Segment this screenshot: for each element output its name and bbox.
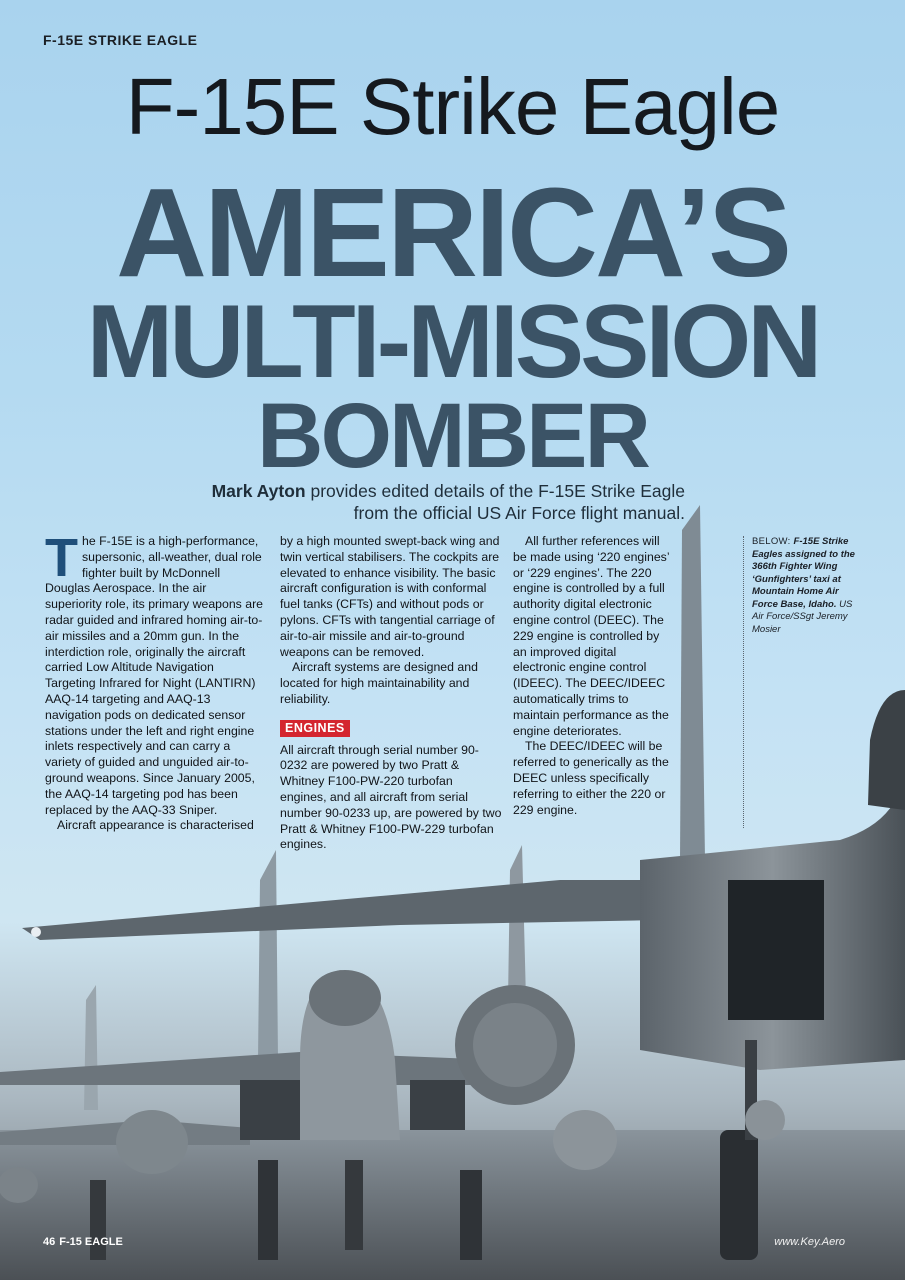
- col3-paragraph-1: All further references will be made using ‘220 engines’ or ‘229 engines’. The 220 engine is controlled by a full authority digital electronic engine control (DEEC). The 229 engine is controlled by an improved digital electronic engine control (IDEEC). The DEEC/IDEEC automatically trims to maintain performance as the engine deteriorates.: [513, 534, 670, 738]
- page-number: 46: [43, 1236, 56, 1248]
- caption-text: F-15E Strike Eagles assigned to the 366th Fighter Wing ‘Gunfighters’ taxi at Mountain Home Air Force Base, Idaho.: [752, 536, 855, 610]
- caption-label: BELOW:: [752, 536, 794, 547]
- col1-paragraph-2: Aircraft appearance is characterised: [57, 818, 254, 833]
- body-column-1: [45, 528, 265, 834]
- site-url: www.Key.Aero: [774, 1236, 845, 1248]
- col1-paragraph-1: he F-15E is a high-performance, supersonic, all-weather, dual role fighter built by McDonnell Douglas Aerospace. In the air superiority role, its primary weapons are radar guided and infrared homing air-to-air missiles and a 20mm gun. In the interdiction role, originally the aircraft carried Low Altitude Navigation Targeting Infrared for Night (LANTIRN) AAQ-14 targeting and AAQ-13 navigation pods on dedicated sensor stations under the left and right engine inlets respectively and can carry a variety of guided and unguided air-to-ground weapons. Since January 2005, the AAQ-14 targeting pod has been replaced by the AAQ-33 Sniper.: [45, 534, 264, 817]
- caption-credit: US Air Force/SSgt Jeremy Mosier: [752, 598, 853, 635]
- standfirst-text: provides edited details of the F-15E Strike Eagle from the official US Air Force flight manual.: [305, 481, 685, 523]
- headline-line-1: AMERICA’S: [115, 162, 790, 303]
- body-column-2: [280, 534, 502, 853]
- headline-line-3: BOMBER: [257, 385, 648, 487]
- section-kicker: F-15E STRIKE EAGLE: [43, 32, 198, 48]
- page-folio: [43, 1236, 123, 1248]
- headline-line-2: MULTI-MISSION: [86, 284, 819, 400]
- title-light: F-15E Strike Eagle: [125, 62, 780, 151]
- col2-paragraph-1: by a high mounted swept-back wing and twin vertical stabilisers. The cockpits are elevated to enhance visibility. The basic aircraft configuration is with conformal fuel tanks (CFTs) and without pods or pylons. CFTs with tangential carriage of air-to-air missile and air-to-ground weapons can be removed.: [280, 534, 500, 659]
- col2-paragraph-2: Aircraft systems are designed and located for high maintainability and reliability.: [280, 660, 478, 706]
- engines-subhead: ENGINES: [280, 720, 350, 737]
- drop-cap: T: [45, 528, 78, 588]
- photo-caption: [743, 536, 858, 828]
- col2-paragraph-3: All aircraft through serial number 90-0232 are powered by two Pratt & Whitney F100-PW-220 turbofan engines, and all aircraft from serial number 90-0233 up, are powered by two Pratt & Whitney F100-PW-229 turbofan engines.: [280, 742, 502, 852]
- standfirst-author: Mark Ayton: [211, 481, 306, 501]
- magazine-name: F-15 EAGLE: [59, 1236, 123, 1248]
- col3-paragraph-2: The DEEC/IDEEC will be referred to generically as the DEEC unless specifically referring to either the 220 or 229 engine.: [513, 739, 669, 817]
- standfirst: [190, 480, 685, 524]
- body-column-3: [513, 534, 671, 818]
